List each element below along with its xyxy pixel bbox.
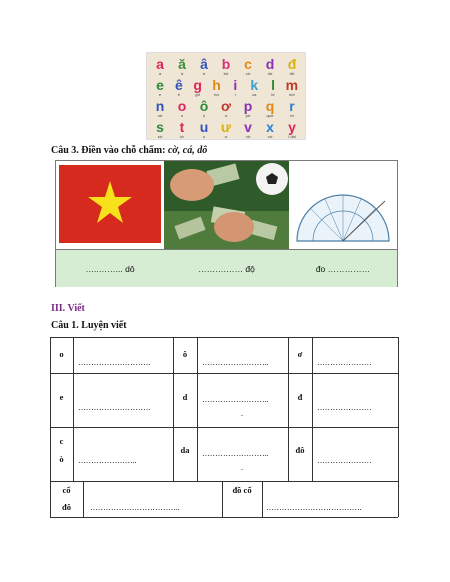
alphabet-letter (283, 56, 301, 77)
alphabet-letter-name: e (158, 92, 162, 97)
alphabet-letter-glyph: k (250, 77, 259, 93)
alphabet-letter-glyph: y (288, 119, 296, 135)
letter-o: o (59, 349, 64, 359)
alphabet-row (151, 56, 301, 77)
answer-3: đo …………… (289, 249, 397, 287)
letter-o-horn: ơ (297, 349, 303, 359)
alphabet-letter-glyph: o (177, 98, 187, 114)
word-co-do-part1: cổ (62, 485, 71, 495)
alphabet-letter-glyph: p (243, 98, 253, 114)
alphabet-letter-glyph: q (265, 98, 275, 114)
alphabet-letter (261, 98, 279, 119)
alphabet-letter-glyph: ơ (221, 98, 231, 114)
blank-o-horn: ………………… (317, 358, 372, 367)
alphabet-row (151, 119, 301, 140)
alphabet-letter-name: ư (224, 134, 228, 139)
blank-da: …………………….. (202, 449, 269, 458)
money-fists-image (164, 161, 289, 249)
picture-table (55, 160, 398, 287)
alphabet-letter-glyph: v (244, 119, 252, 135)
answer-2: ……….…… độ (164, 249, 290, 287)
alphabet-letter-name: gờ (195, 92, 201, 97)
alphabet-letter (151, 56, 169, 77)
alphabet-letter-glyph: r (289, 98, 295, 114)
alphabet-letter (195, 98, 213, 119)
letter-e: e (59, 392, 64, 402)
blank-o-circumflex: …………………….. (202, 358, 269, 367)
alphabet-letter-name: cờ (245, 71, 251, 76)
letter-d: d (182, 392, 188, 402)
alphabet-letter-glyph: s (156, 119, 164, 135)
alphabet-letter (170, 77, 188, 98)
blank-do: ………………… (317, 456, 372, 465)
alphabet-letter-glyph: b (221, 56, 231, 72)
alphabet-letter-glyph: ă (178, 56, 186, 72)
alphabet-letter-glyph: c (244, 56, 252, 72)
alphabet-letter-name: lờ (271, 92, 275, 97)
alphabet-letter (151, 119, 169, 140)
question-3 (51, 145, 207, 156)
word-da: da (180, 445, 190, 455)
section-title: III. Viết (51, 303, 85, 314)
alphabet-letter-name: i dài (288, 134, 296, 139)
alphabet-letter-glyph: đ (287, 56, 297, 72)
alphabet-letter-name: mờ (288, 92, 295, 97)
alphabet-letter (239, 98, 257, 119)
protractor-cell (289, 161, 397, 249)
alphabet-letter-glyph: d (265, 56, 275, 72)
alphabet-letter (195, 56, 213, 77)
alphabet-letter (239, 119, 257, 140)
vietnam-flag-image (56, 161, 164, 249)
alphabet-letter-name: tờ (180, 134, 184, 139)
alphabet-letter (217, 98, 235, 119)
alphabet-letter (189, 77, 207, 98)
word-co-do-part2: đô (62, 502, 71, 512)
alphabet-letter (239, 56, 257, 77)
alphabet-letter-glyph: h (212, 77, 221, 93)
alphabet-letter (173, 56, 191, 77)
alphabet-row (151, 77, 301, 98)
blank-co-do: …………………………….. (90, 503, 180, 512)
alphabet-letter-glyph: n (155, 98, 165, 114)
letter-d-stroke: đ (297, 392, 303, 402)
blank-e: ………………………. (78, 403, 151, 412)
question-3-words: cờ, cá, dô (167, 145, 208, 156)
alphabet-letter-name: vờ (245, 134, 251, 139)
alphabet-image (146, 52, 306, 140)
alphabet-letter-glyph: â (200, 56, 208, 72)
alphabet-letter (173, 98, 191, 119)
letter-o-circumflex: ô (182, 349, 188, 359)
alphabet-letter (208, 77, 226, 98)
alphabet-letter-name: đờ (289, 71, 295, 76)
alphabet-letter-glyph: t (179, 119, 185, 135)
blank-d-dot: . (241, 409, 243, 418)
alphabet-letter-glyph: ư (220, 119, 232, 135)
alphabet-letter (151, 77, 169, 98)
alphabet-letter-name: pờ (245, 113, 251, 118)
alphabet-letter (261, 56, 279, 77)
blank-d: …………………….. (202, 395, 269, 404)
alphabet-letter-name: bờ (223, 71, 229, 76)
alphabet-letter-name: hờ (214, 92, 219, 97)
writing-table (50, 337, 398, 517)
alphabet-letter-name: xờ (267, 134, 273, 139)
word-do-co: đồ cổ (232, 485, 252, 495)
word-do: đô (295, 445, 305, 455)
flag-cell (56, 161, 165, 249)
alphabet-letter-glyph: i (233, 77, 238, 93)
alphabet-letter-name: i (234, 92, 236, 97)
alphabet-letter (226, 77, 244, 98)
alphabet-letter-name: quờ (266, 113, 274, 118)
blank-o: ………………………. (78, 358, 151, 367)
money-fists-cell (164, 161, 290, 249)
alphabet-letter-name: nờ (157, 113, 163, 118)
alphabet-letter-glyph: g (193, 77, 202, 93)
alphabet-letter-name: dờ (267, 71, 273, 76)
alphabet-letter-glyph: ê (174, 77, 183, 93)
alphabet-letter-name: ớ (202, 71, 206, 76)
blank-do-co: ………………………………. (266, 503, 362, 512)
word-co-part1: c (59, 436, 64, 446)
protractor-image (289, 161, 397, 249)
alphabet-letter (217, 119, 235, 140)
alphabet-letter (283, 119, 301, 140)
alphabet-letter (217, 56, 235, 77)
alphabet-letter (195, 119, 213, 140)
blank-co: ………………….. (78, 456, 137, 465)
alphabet-letter (245, 77, 263, 98)
question-3-label: Câu 3. Điền vào chỗ chấm: (51, 145, 168, 156)
answer-1: …..……... dô (56, 249, 165, 287)
word-co-part2: ò (59, 454, 64, 464)
exercise-title: Câu 1. Luyện viết (51, 320, 127, 331)
blank-d-stroke: ………………… (317, 403, 372, 412)
alphabet-letter-name: sờ (157, 134, 163, 139)
alphabet-letter (264, 77, 282, 98)
alphabet-letter-name: ô (202, 113, 206, 118)
alphabet-letter-glyph: e (156, 77, 164, 93)
alphabet-letter-glyph: x (266, 119, 274, 135)
alphabet-letter-name: u (202, 134, 206, 139)
alphabet-letter-name: a (158, 71, 162, 76)
alphabet-letter-glyph: u (199, 119, 209, 135)
alphabet-letter-name: o (180, 113, 184, 118)
alphabet-letter (173, 119, 191, 140)
alphabet-letter-name: á (180, 71, 184, 76)
alphabet-letter (151, 98, 169, 119)
alphabet-letter (261, 119, 279, 140)
alphabet-letter (283, 77, 301, 98)
alphabet-letter-glyph: ô (199, 98, 209, 114)
alphabet-row (151, 98, 301, 119)
alphabet-letter-name: ca (252, 92, 257, 97)
alphabet-letter-glyph: l (271, 77, 275, 93)
blank-da-dot: . (241, 463, 243, 472)
alphabet-letter-name: ê (177, 92, 180, 97)
alphabet-letter-glyph: m (285, 77, 299, 93)
alphabet-letter (283, 98, 301, 119)
alphabet-letter-name: ơ (224, 113, 228, 118)
alphabet-letter-glyph: a (156, 56, 164, 72)
alphabet-letter-name: rờ (290, 113, 294, 118)
